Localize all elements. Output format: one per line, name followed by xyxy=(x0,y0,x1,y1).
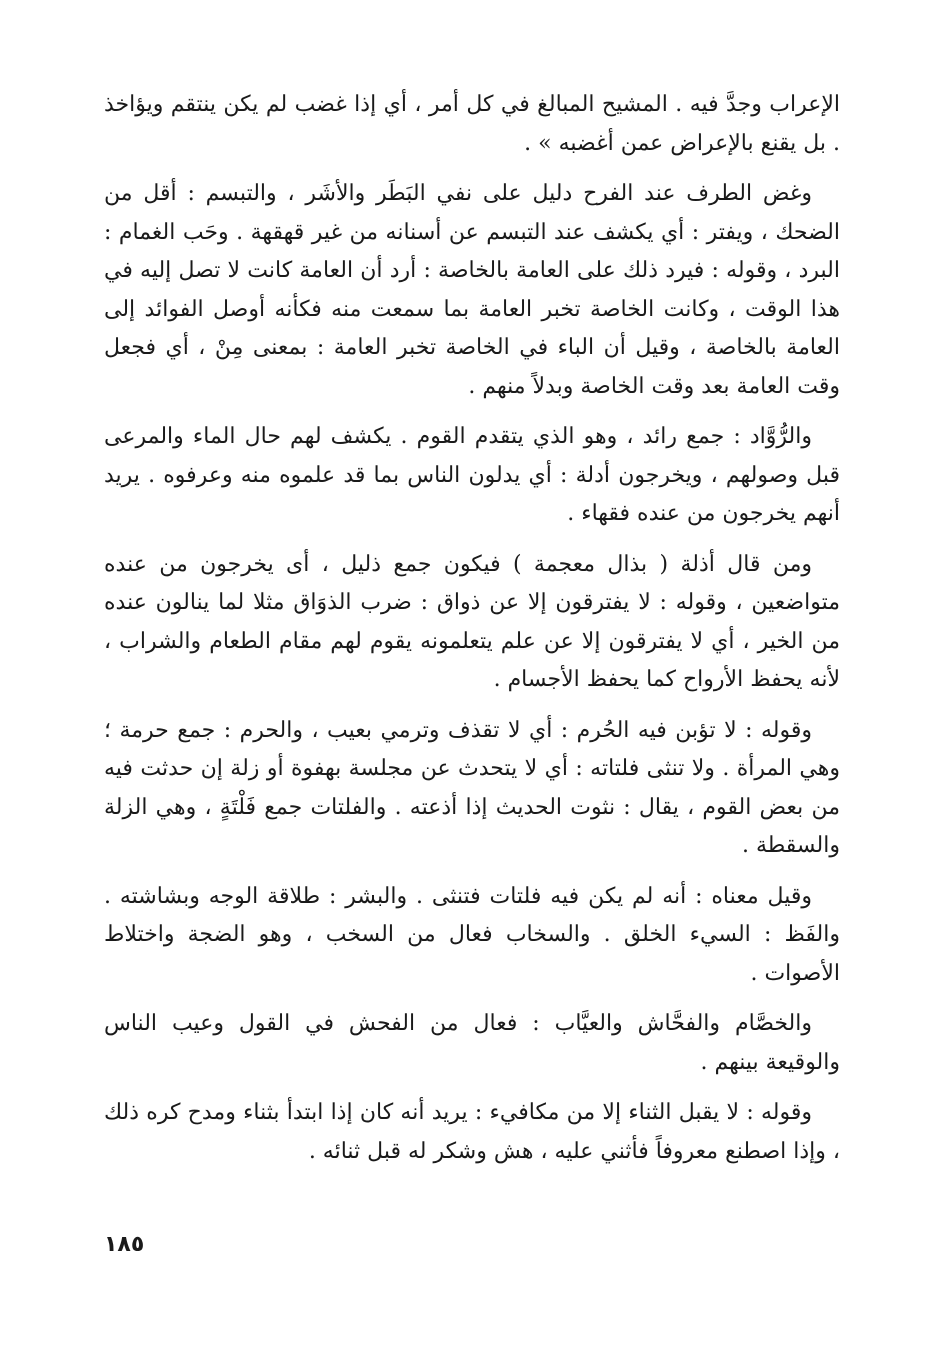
paragraph-3: والرُّوَّاد : جمع رائد ، وهو الذي يتقدم القوم . يكشف لهم حال الماء والمرعى قبل وصولهم ، ويخرجون أدلة : أي يدلون الناس بما قد علموه منه وعرفوه . يريد أنهم يخرجون من عنده فقهاء . xyxy=(104,424,840,526)
body-text xyxy=(104,86,840,1183)
page-number: ١٨٥ xyxy=(104,1232,145,1257)
paragraph-2: وغض الطرف عند الفرح دليل على نفي البَطَر والأشَر ، والتبسم : أقل من الضحك ، ويفتر : أي يكشف عند التبسم عن أسنانه من غير قهقهة . وحَب الغمام : البرد ، وقوله : فيرد ذلك على العامة بالخاصة : أرد أن العامة كانت لا تصل إليه في هذا الوقت ، وكانت الخاصة تخبر العامة بما سمعت منه فكأنه أوصل الفوائد إلى العامة بالخاصة ، وقيل أن الباء في الخاصة تخبر العامة : بمعنى مِنْ ، أي فجعل وقت العامة بعد وقت الخاصة وبدلاً منهم . xyxy=(104,181,840,399)
paragraph-1: الإعراب وجدَّ فيه . المشيح المبالغ في كل أمر ، أي إذا غضب لم يكن ينتقم ويؤاخذ . بل يقنع بالإعراض عمن أغضبه » . xyxy=(104,92,840,156)
paragraph-7: والخصَّام والفحَّاش والعيَّاب : فعال من الفحش في القول وعيب الناس والوقيعة بينهم . xyxy=(104,1011,840,1075)
paragraph-4: ومن قال أذلة ( بذال معجمة ) فيكون جمع ذليل ، أى يخرجون من عنده متواضعين ، وقوله : لا يفترقون إلا عن ذواق : ضرب الذوَاق مثلا لما ينالون عنده من الخير ، أي لا يفترقون إلا عن علم يتعلمونه يقوم لهم مقام الطعام والشراب ، لأنه يحفظ الأرواح كما يحفظ الأجسام . xyxy=(104,551,840,692)
paragraph-8: وقوله : لا يقبل الثناء إلا من مكافيء : يريد أنه كان إذا ابتدأ بثناء ومدح كره ذلك ، وإذا اصطنع معروفاً فأثني عليه ، هش وشكر له قبل ثنائه . xyxy=(104,1100,840,1164)
paragraph-5: وقوله : لا تؤبن فيه الحُرم : أي لا تقذف وترمي بعيب ، والحرم : جمع حرمة ؛ وهي المرأة . ولا تنثى فلتاته : أي لا يتحدث عن مجلسة بهفوة أو زلة إن حدثت فيه من بعض القوم ، يقال : نثوت الحديث إذا أذعته . والفلتات جمع فَلْتَةٍ ، وهي الزلة والسقطة . xyxy=(104,717,840,858)
paragraph-6: وقيل معناه : أنه لم يكن فيه فلتات فتنثى . والبشر : طلاقة الوجه وبشاشته . والفَظ : السيء الخلق . والسخاب فعال من السخب ، وهو الضجة واختلاط الأصوات . xyxy=(104,883,840,986)
